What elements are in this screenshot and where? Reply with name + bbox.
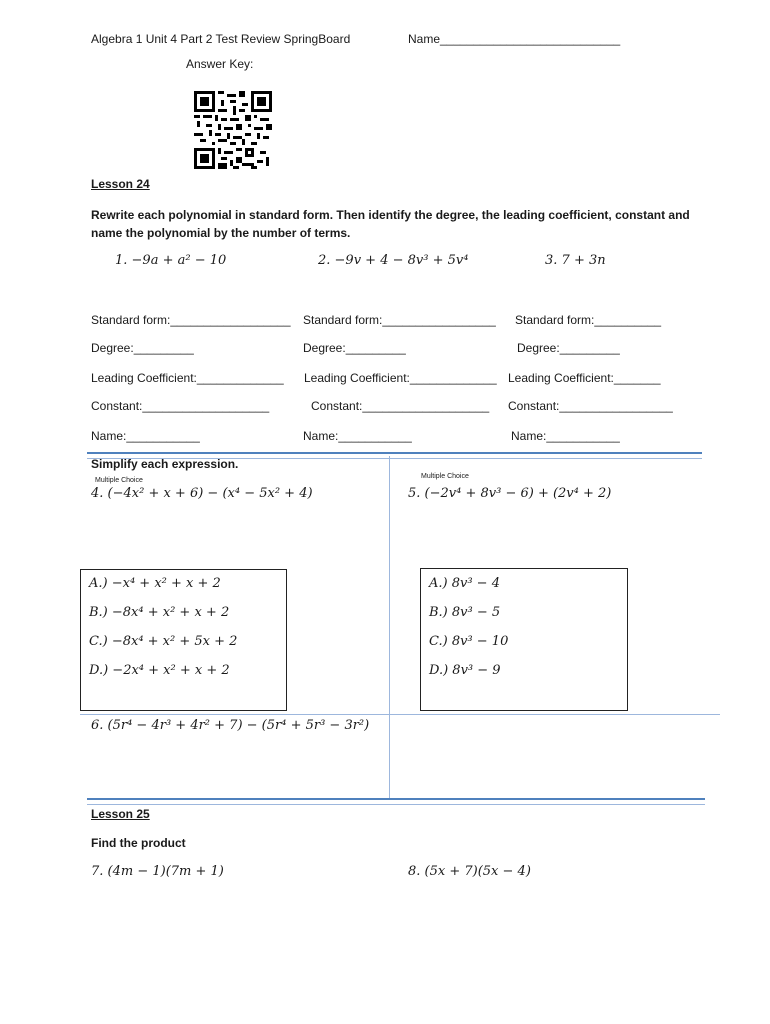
document-title: Algebra 1 Unit 4 Part 2 Test Review SpringBoard	[91, 32, 351, 46]
lesson-24-heading: Lesson 24	[91, 177, 150, 191]
degree-field-3[interactable]: Degree:_________	[517, 341, 620, 355]
q4-choice-c[interactable]: C.) −8x⁴ + x² + 5x + 2	[89, 634, 238, 649]
question-7: 7. (4m − 1)(7m + 1)	[91, 864, 224, 879]
question-8: 8. (5x + 7)(5x − 4)	[408, 864, 531, 879]
degree-field-2[interactable]: Degree:_________	[303, 341, 406, 355]
constant-field-1[interactable]: Constant:___________________	[91, 399, 270, 413]
standard-form-field-1[interactable]: Standard form:__________________	[91, 313, 291, 327]
grid-vertical-line	[389, 456, 390, 798]
multiple-choice-label-q4: Multiple Choice	[95, 477, 143, 484]
question-5: 5. (−2v⁴ + 8v³ − 6) + (2v⁴ + 2)	[408, 486, 612, 501]
q5-choice-a[interactable]: A.) 8v³ − 4	[429, 576, 500, 591]
multiple-choice-label-q5: Multiple Choice	[421, 473, 469, 480]
leading-coefficient-field-1[interactable]: Leading Coefficient:_____________	[91, 371, 284, 385]
name-field-1[interactable]: Name:___________	[91, 429, 200, 443]
problem-1: 1. −9a + a² − 10	[115, 253, 227, 268]
constant-field-2[interactable]: Constant:___________________	[311, 399, 490, 413]
question-6: 6. (5r⁴ − 4r³ + 4r² + 7) − (5r⁴ + 5r³ − 3r²)	[91, 718, 370, 733]
leading-coefficient-field-3[interactable]: Leading Coefficient:_______	[508, 371, 661, 385]
lesson-25-heading: Lesson 25	[91, 807, 150, 821]
simplify-heading: Simplify each expression.	[91, 457, 239, 471]
standard-form-field-3[interactable]: Standard form:__________	[515, 313, 662, 327]
name-field-3[interactable]: Name:___________	[511, 429, 620, 443]
answer-key-label: Answer Key:	[186, 57, 254, 71]
q4-choice-a[interactable]: A.) −x⁴ + x² + x + 2	[89, 576, 221, 591]
name-field[interactable]: Name___________________________	[408, 32, 621, 46]
grid-horizontal-line	[80, 714, 720, 715]
lesson-25-instructions: Find the product	[91, 836, 186, 850]
degree-field-1[interactable]: Degree:_________	[91, 341, 194, 355]
q5-choices-box	[420, 568, 628, 711]
q4-choice-d[interactable]: D.) −2x⁴ + x² + x + 2	[89, 663, 230, 678]
standard-form-field-2[interactable]: Standard form:_________________	[303, 313, 496, 327]
q5-choice-d[interactable]: D.) 8v³ − 9	[429, 663, 501, 678]
section-divider-bottom	[87, 798, 705, 805]
lesson-24-instructions: Rewrite each polynomial in standard form. Then identify the degree, the leading coefficient, constant and name the polynomial by the number of terms.	[91, 208, 690, 240]
question-4: 4. (−4x² + x + 6) − (x⁴ − 5x² + 4)	[91, 486, 313, 501]
problem-3: 3. 7 + 3n	[545, 253, 606, 268]
leading-coefficient-field-2[interactable]: Leading Coefficient:_____________	[304, 371, 497, 385]
q4-choices-box	[80, 569, 287, 711]
q5-choice-b[interactable]: B.) 8v³ − 5	[429, 605, 501, 620]
q4-choice-b[interactable]: B.) −8x⁴ + x² + x + 2	[89, 605, 230, 620]
q5-choice-c[interactable]: C.) 8v³ − 10	[429, 634, 509, 649]
qr-code-icon[interactable]	[194, 90, 272, 170]
name-field-2[interactable]: Name:___________	[303, 429, 412, 443]
problem-2: 2. −9v + 4 − 8v³ + 5v⁴	[318, 253, 469, 268]
constant-field-3[interactable]: Constant:_________________	[508, 399, 673, 413]
